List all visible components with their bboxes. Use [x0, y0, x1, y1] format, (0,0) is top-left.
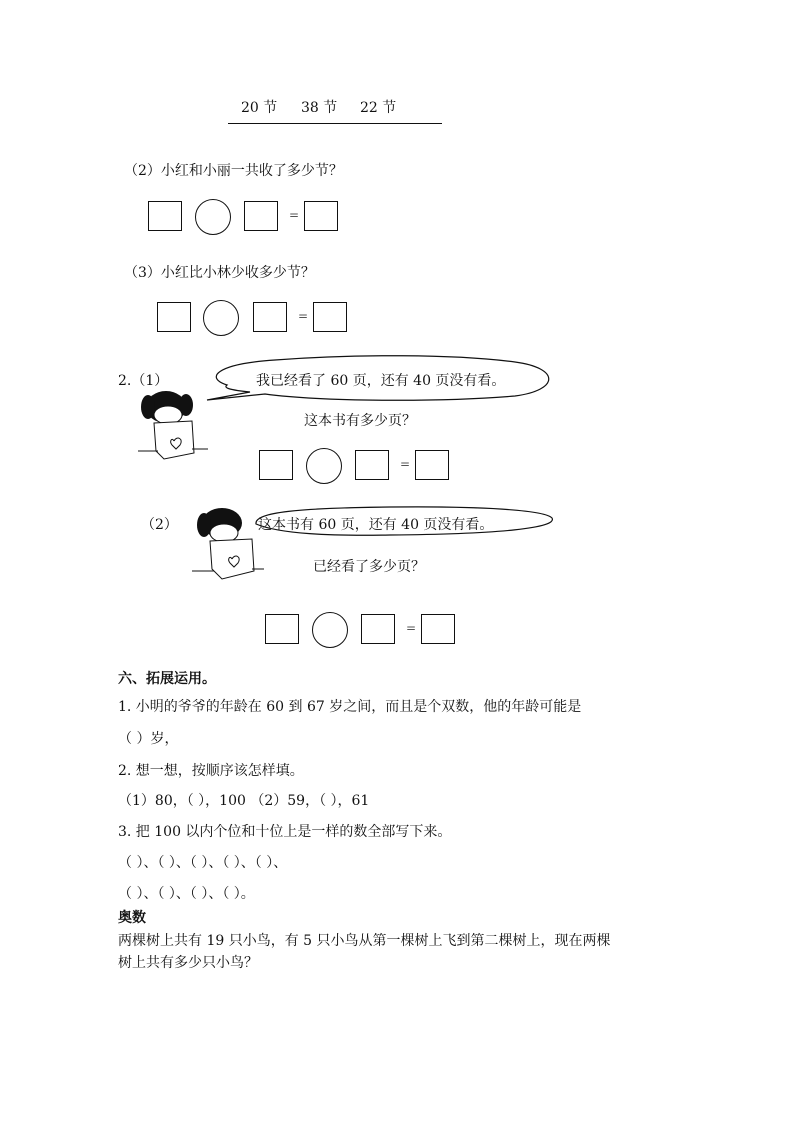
section-6-q3-title: 3. 把 100 以内个位和十位上是一样的数全部写下来。 — [118, 824, 452, 840]
olympiad-title: 奥数 — [118, 910, 146, 926]
operator-circle[interactable] — [306, 448, 342, 484]
question-2-label: （2）小红和小丽一共收了多少节？ — [124, 163, 343, 179]
question-book-pages: 这本书有多少页？ — [304, 413, 416, 429]
answer-box[interactable] — [415, 450, 449, 480]
section-6-q1-line2: （ ）岁， — [118, 731, 179, 747]
problem-2-1-number: 2.（1） — [118, 373, 169, 389]
answer-box[interactable] — [304, 201, 338, 231]
operator-circle[interactable] — [312, 612, 348, 648]
answer-box[interactable] — [259, 450, 293, 480]
answer-box[interactable] — [148, 201, 182, 231]
girl-reading-icon — [136, 385, 208, 465]
equals-sign: = — [289, 208, 300, 222]
problem-2-2-number: （2） — [141, 517, 178, 533]
speech-bubble-text-1: 我已经看了 60 页，还有 40 页没有看。 — [256, 373, 506, 389]
answer-box[interactable] — [313, 302, 347, 332]
section-6-q2-items: （1）80，（ ），100 （2）59，（ ），61 — [118, 793, 370, 809]
question-3-label: （3）小红比小林少收多少节？ — [124, 265, 315, 281]
section-6-q3-row1: （ ）、（ ）、（ ）、（ ）、（ ）、 — [118, 855, 288, 871]
section-6-q1-line1: 1. 小明的爷爷的年龄在 60 到 67 岁之间，而且是个双数，他的年龄可能是 — [118, 699, 582, 715]
speech-bubble-text-2: 这本书有 60 页，还有 40 页没有看。 — [258, 517, 494, 533]
operator-circle[interactable] — [203, 300, 239, 336]
equals-sign: = — [298, 309, 309, 323]
question-pages-read: 已经看了多少页？ — [313, 559, 425, 575]
value-38: 38 节 — [301, 100, 338, 116]
value-20: 20 节 — [241, 100, 278, 116]
answer-box[interactable] — [361, 614, 395, 644]
operator-circle[interactable] — [195, 199, 231, 235]
answer-box[interactable] — [253, 302, 287, 332]
olympiad-line2: 树上共有多少只小鸟？ — [118, 955, 258, 971]
answer-box[interactable] — [157, 302, 191, 332]
header-underline — [228, 123, 442, 124]
girl-reading-icon — [192, 503, 264, 583]
answer-box[interactable] — [421, 614, 455, 644]
answer-box[interactable] — [355, 450, 389, 480]
value-22: 22 节 — [360, 100, 397, 116]
section-6-q2-title: 2. 想一想，按顺序该怎样填。 — [118, 763, 304, 779]
answer-box[interactable] — [265, 614, 299, 644]
section-6-title: 六、拓展运用。 — [118, 671, 216, 687]
equals-sign: = — [400, 457, 411, 471]
section-6-q3-row2: （ ）、（ ）、（ ）、（ ）。 — [118, 886, 255, 902]
olympiad-line1: 两棵树上共有 19 只小鸟，有 5 只小鸟从第一棵树上飞到第二棵树上，现在两棵 — [118, 933, 611, 949]
equals-sign: = — [406, 621, 417, 635]
answer-box[interactable] — [244, 201, 278, 231]
